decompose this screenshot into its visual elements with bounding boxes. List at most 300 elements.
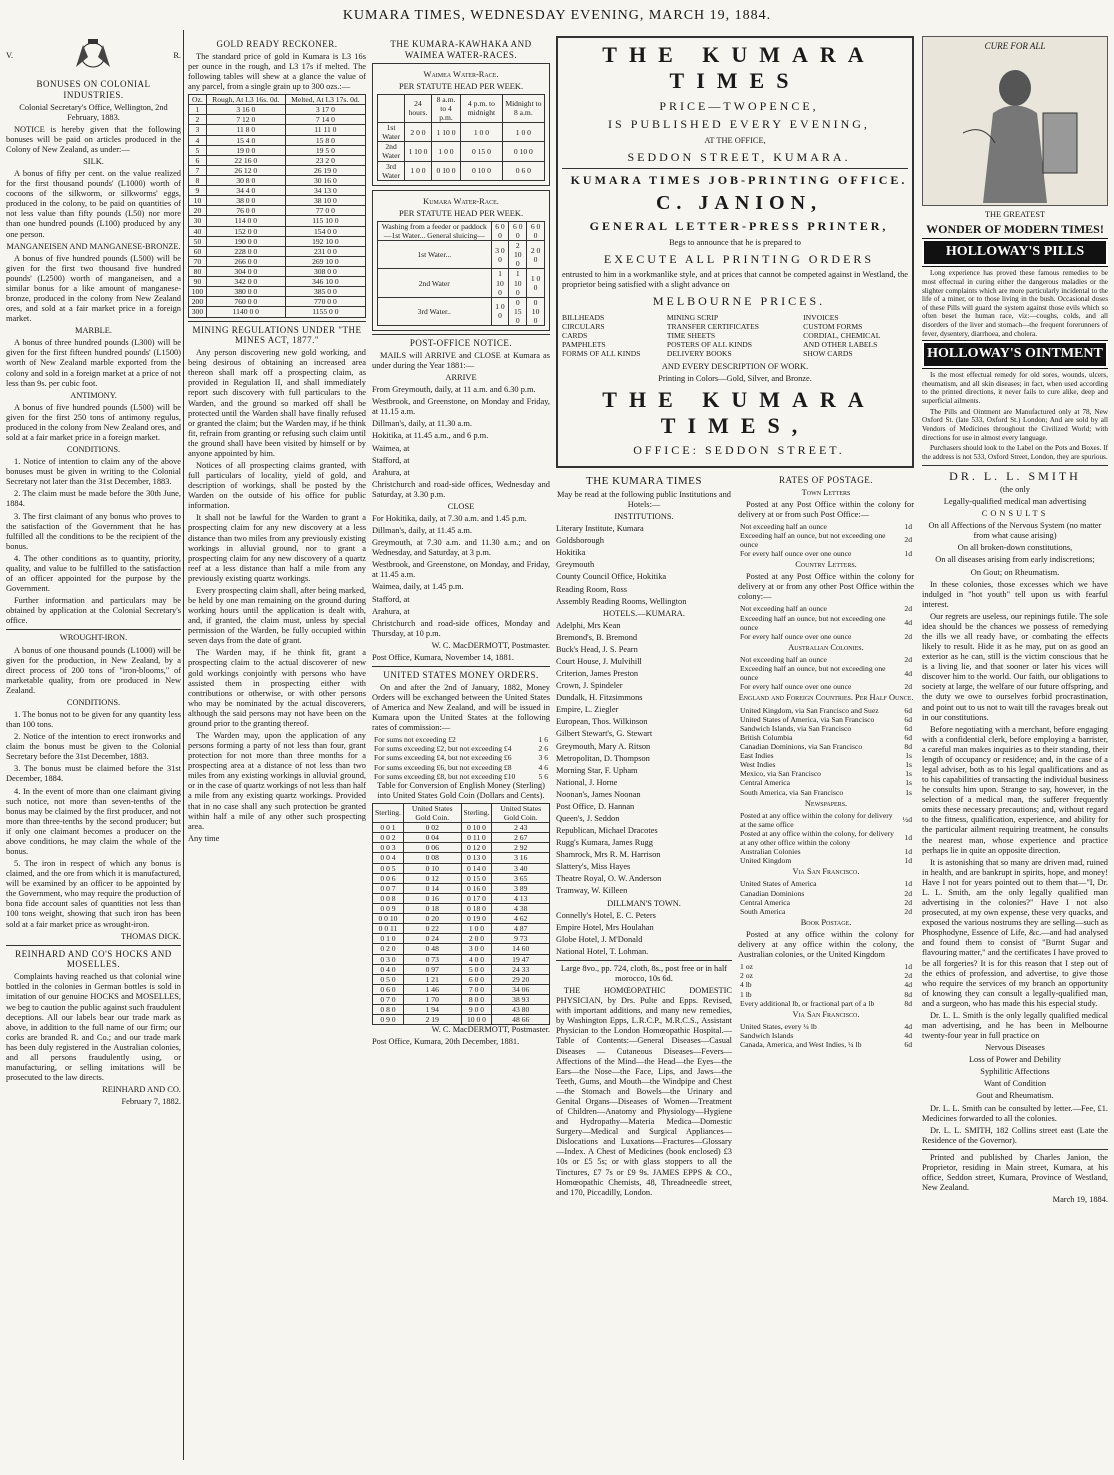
us-rate-row-cell: 2 6: [538, 744, 548, 754]
rate-row-cell: 2d: [904, 888, 912, 898]
conv-row: [373, 843, 550, 853]
hotel: Dundalk, H. Fitzsimmons: [556, 693, 643, 703]
hotel: Buck's Head, J. S. Pearn: [556, 644, 638, 654]
kumara-row-cell: 0 10 0: [527, 297, 545, 325]
rate-row: [738, 999, 914, 1008]
kumara-row-cell: 1 10 0: [509, 269, 527, 297]
gold-row-cell: 80: [189, 266, 207, 276]
waimea-row-cell: 0 10 0: [431, 161, 460, 180]
post-intro: MAILS will ARRIVE and CLOSE at Kumara as under during the Year 1881:—: [372, 350, 550, 370]
conv-row-cell: 9 73: [492, 934, 550, 944]
gold-row-cell: 269 10 0: [285, 256, 365, 266]
rate-row: [738, 655, 914, 664]
conv-row-cell: 0 10: [403, 863, 461, 873]
gold-row: [189, 307, 366, 317]
rate-row: [738, 742, 914, 751]
waimea-col-header: Midnight to 8 a.m.: [502, 94, 544, 122]
hotel: Queen's, J. Seddon: [556, 814, 620, 823]
close-item: Stafford, at: [372, 594, 410, 604]
gold-row-cell: 154 0 0: [285, 226, 365, 236]
consult-line: On all Affections of the Nervous System (no matter from what cause arising): [928, 521, 1102, 541]
print-item: MINING SCRIP: [666, 312, 719, 322]
rate-row: [738, 962, 914, 971]
gold-col-header: Melted, At L3 17s. 0d.: [285, 95, 365, 105]
gold-row: [189, 246, 366, 256]
waimea-row-cell: 1 10 0: [431, 123, 460, 142]
print-item: CUSTOM FORMS: [803, 321, 863, 331]
conv-row-cell: 0 12 0: [461, 843, 492, 853]
us-rates: [372, 735, 550, 781]
close-item: Waimea, daily, at 1.45 p.m.: [372, 582, 464, 592]
close-item: Westbrook, and Greenstone, on Monday, and Friday, at 11.45 a.m.: [372, 560, 550, 580]
kumara-race-sub: PER STATUTE HEAD PER WEEK.: [398, 208, 524, 218]
dr-list: Want of Condition: [983, 1079, 1047, 1089]
consult-line: On all diseases arising from early indiscretions;: [935, 555, 1095, 565]
waimea-row-cell: 1 0 0: [405, 161, 432, 180]
print-item: INVOICES: [803, 312, 839, 322]
rate-row-cell: 4 lb: [740, 980, 752, 990]
conv-row-cell: 0 24: [403, 934, 461, 944]
gold-row-cell: 7: [189, 165, 207, 175]
waimea-row-cell: 1 0 0: [502, 123, 544, 142]
kumara-row-cell: 2 10 0: [509, 241, 527, 269]
conv-row-cell: 0 0 7: [373, 883, 404, 893]
gold-row-cell: 152 0 0: [206, 226, 285, 236]
arrive-item: Westbrook, and Greenstone, on Monday and Friday, at 11.15 a.m.: [372, 397, 550, 417]
dr-legal: Legally-qualified medical man advertising: [943, 497, 1087, 507]
gold-table: [188, 94, 366, 317]
kumara-row-cell: 6 0 0: [527, 221, 545, 240]
conv-row: [373, 823, 550, 833]
conv-row-cell: 0 10 0: [461, 823, 492, 833]
conv-row-cell: 1 70: [403, 994, 461, 1004]
gold-row: [189, 165, 366, 175]
conv-row-cell: 0 16: [403, 893, 461, 903]
gold-row: [189, 196, 366, 206]
condition: 4. The other conditions as to quantity, priority, quality, and value to be fulfilled to the satisfaction of an officer appointed for the purpose by the Government.: [6, 553, 181, 594]
hotel: Slattery's, Miss Hayes: [556, 862, 631, 872]
rate-row: [738, 706, 914, 715]
hotel: Rugg's Kumara, James Rugg: [556, 838, 653, 848]
waimea-col-header: 4 p.m. to midnight: [461, 94, 503, 122]
banner: CURE FOR ALL: [984, 41, 1046, 51]
conv-row-cell: 3 0 0: [461, 944, 492, 954]
rate-row: [738, 788, 914, 797]
hotel: Theatre Royal, O. W. Anderson: [556, 874, 662, 884]
gold-row-cell: 3 17 0: [285, 105, 365, 115]
ad-every: AND EVERY DESCRIPTION OF WORK.: [661, 362, 809, 372]
rate-row-cell: 8d: [904, 989, 912, 999]
arrive-item: Dillman's, daily, at 11.30 a.m.: [372, 419, 472, 429]
conv-row-cell: 0 08: [403, 853, 461, 863]
conv-row-cell: 29 20: [492, 974, 550, 984]
gold-row-cell: 15 8 0: [285, 135, 365, 145]
gold-row-cell: 26 19 0: [285, 165, 365, 175]
hotel: Morning Star, F. Upham: [556, 765, 638, 775]
hocks-sign: REINHARD AND CO.: [102, 1085, 181, 1095]
signature: THOMAS DICK.: [120, 931, 181, 941]
gold-row-cell: 7 14 0: [285, 115, 365, 125]
rate-row-cell: Exceeding half an ounce, but not exceeding one ounce: [740, 664, 886, 683]
dr-para: Dr. L. L. Smith can be consulted by letter.—Fee, £1. Medicines forwarded to all the colonies.: [922, 1103, 1108, 1123]
conv-row-cell: 9 0 0: [461, 1005, 492, 1015]
rate-row-cell: Central America: [740, 778, 790, 788]
rate-row-cell: 2d: [904, 655, 912, 664]
rate-row: [738, 990, 914, 999]
kumara-row: [378, 297, 545, 325]
rate-row: [738, 769, 914, 778]
conv-row-cell: 43 80: [492, 1005, 550, 1015]
dillman-hotel: Connelly's Hotel, E. C. Peters: [556, 910, 656, 920]
dillman-hotel: National Hotel, T. Lohman.: [556, 946, 649, 956]
gold-intro: The standard price of gold in Kumara is L3 16s per ounce in the rough, and L3 17s if melted. The following tables will shew at a glance the value of any parcel, from a single grain up to 300 ozs.:—: [188, 51, 366, 92]
rate-row-cell: Canada, America, and West Indies, ¼ lb: [740, 1040, 862, 1050]
us-intro: On and after the 2nd of January, 1882, Money Orders will be exchanged between the United States of America and New Zealand, and will be issued in Kumara upon the United States at the following rates of commission:—: [372, 682, 550, 733]
arrive-item: Waimea, at: [372, 443, 410, 453]
hocks-date: February 7, 1882.: [121, 1097, 181, 1107]
conv-col-header: Sterling.: [373, 803, 404, 822]
conv-row-cell: 14 60: [492, 944, 550, 954]
rate-row-cell: 1d: [904, 549, 912, 559]
hocks-heading: REINHARD AND CO'S HOCKS AND MOSELLES.: [15, 948, 172, 970]
gold-row-cell: 23 2 0: [285, 155, 365, 165]
bookpost-heading: Book Postage.: [800, 917, 852, 927]
hotel: Post Office, D. Hannan: [556, 801, 635, 811]
print-item: DELIVERY BOOKS: [666, 349, 732, 359]
hotel: Greymouth, Mary A. Ritson: [556, 741, 651, 751]
gold-row-cell: 1: [189, 105, 207, 115]
mining-text: Any time: [188, 833, 220, 843]
ad-printer: GENERAL LETTER-PRESS PRINTER,: [589, 219, 889, 234]
conv-row-cell: 0 0 2: [373, 833, 404, 843]
rate-row-cell: Sandwich Islands, via San Francisco: [740, 723, 852, 733]
gold-row-cell: 9: [189, 186, 207, 196]
conv-row-cell: 0 48: [403, 944, 461, 954]
hotel: Gilbert Stewart's, G. Stewart: [556, 729, 653, 739]
gold-row-cell: 60: [189, 246, 207, 256]
kumara-row-cell: 6 0 0: [491, 221, 509, 240]
gold-row-cell: 70: [189, 256, 207, 266]
rate-row-cell: 8d: [904, 998, 912, 1008]
conv-row-cell: 4 87: [492, 924, 550, 934]
conv-row-cell: 2 92: [492, 843, 550, 853]
waimea-row-cell: 2 0 0: [405, 123, 432, 142]
hotel: Adelphi, Mrs Kean: [556, 620, 621, 630]
gold-row: [189, 135, 366, 145]
ad-entrusted: entrusted to him in a workmanlike style, and at prices that cannot be competed against in Westland, the proprietor being satisfied with a slight advance on: [562, 270, 908, 290]
conv-row-cell: 2 67: [492, 833, 550, 843]
conv-row: [373, 974, 550, 984]
mang-text: A bonus of five hundred pounds (L500) will be given for the first two thousand five hundred pounds' (L2500) worth of manganeisen, and a similar bonus for a like amount of manganese-bronze, produced in the colony from New Zealand ores, and sold at a fair market price in a foreign market.: [6, 253, 181, 324]
close-item: Arahura, at: [372, 606, 410, 616]
kumara-row-cell: 3rd Water..: [378, 297, 492, 325]
dr-para: Dr. L. L. Smith is the only legally qualified medical man advertising, and he has been in Melbourne twenty-four year in full practice on: [922, 1010, 1108, 1041]
rate-row-cell: 4d: [904, 1021, 912, 1031]
rate-row: [738, 682, 914, 691]
conv-row: [373, 984, 550, 994]
rate-row-cell: Australian Colonies: [740, 847, 801, 857]
gold-row-cell: 50: [189, 236, 207, 246]
imprint-date: March 19, 1884.: [1052, 1195, 1108, 1205]
town-text: Posted at any Post Office within the colony for delivery at or from such Post Office:—: [738, 499, 914, 519]
gold-row-cell: 192 10 0: [285, 236, 365, 246]
rate-row: [738, 898, 914, 907]
conv-row-cell: 5 0 0: [461, 964, 492, 974]
consults: CONSULTS: [981, 509, 1049, 519]
kumara-row-cell: 2 0 0: [527, 241, 545, 269]
rate-row-cell: For every half ounce over one ounce: [740, 682, 852, 692]
waimea-sub: PER STATUTE HEAD PER WEEK.: [398, 81, 524, 91]
condition: 3. The first claimant of any bonus who proves to the satisfaction of the Government that he has fulfilled all the conditions to be the recipient of the bonus.: [6, 511, 181, 551]
hotel: Criterion, James Preston: [556, 669, 639, 679]
conv-row-cell: 0 14 0: [461, 863, 492, 873]
rate-row: [738, 632, 914, 641]
town-heading: Town Letters: [801, 487, 851, 497]
hotel: Metropolitan, D. Thompson: [556, 753, 650, 763]
conv-row-cell: 48 66: [492, 1015, 550, 1025]
conv-row-cell: 0 0 10: [373, 914, 404, 924]
waimea-row-cell: 1 10 0: [405, 142, 432, 161]
gold-row-cell: 76 0 0: [206, 206, 285, 216]
rate-row-cell: 1s: [905, 769, 912, 779]
gold-row: [189, 155, 366, 165]
rate-row-cell: 2d: [904, 682, 912, 692]
gold-row: [189, 175, 366, 185]
print-item: FORMS OF ALL KINDS: [562, 349, 641, 359]
conv-row-cell: 0 06: [403, 843, 461, 853]
waimea-row-cell: 3rd Water: [378, 161, 405, 180]
gold-col-header: Rough, At L3 16s. 0d.: [206, 95, 285, 105]
us-rate-row-cell: For sums exceeding £2, but not exceeding £4: [374, 744, 512, 754]
rate-row-cell: Exceeding half an ounce, but not exceeding one ounce: [740, 613, 886, 632]
rate-row-cell: Not exceeding half an ounce: [740, 521, 827, 531]
read-intro: May be read at the following public Institutions and Hotels:—: [557, 489, 731, 509]
us-rate-row-cell: 3 6: [538, 753, 548, 763]
column-bonuses: [6, 36, 181, 1109]
conv-row-cell: 0 3 0: [373, 954, 404, 964]
rate-row: [738, 907, 914, 916]
rate-row-cell: 1s: [905, 760, 912, 770]
ad-street: SEDDON STREET, KUMARA.: [627, 149, 851, 164]
rate-row-cell: Not exceeding half an ounce: [740, 604, 827, 614]
antimony-text: A bonus of five hundred pounds (L500) will be given for the first 250 tons of antimony regulus, produced in the colony from New Zealand ores, and sold at a fair market price in a foreign market.: [6, 402, 181, 443]
gold-row-cell: 19 0 0: [206, 145, 285, 155]
rate-row-cell: 4d: [904, 980, 912, 990]
mining-text: It shall not be lawful for the Warden to grant a prospecting claim for any new discovery at a less distance than two miles from any previously existing workings in alluvial ground, nor to grant a prospecting claim for any new discovery of a quartz reef at a less distance than half a mile from any previously existing quartz workings.: [188, 513, 366, 583]
conv-row-cell: 38 93: [492, 994, 550, 1004]
conv-row-cell: 0 20: [403, 914, 461, 924]
close-item: Dillman's, daily, at 11.45 a.m.: [372, 526, 472, 536]
column-gold: [188, 36, 366, 846]
via2-heading: Via San Francisco.: [792, 1009, 860, 1019]
us-rate-row-cell: For sums exceeding £4, but not exceeding £6: [374, 753, 512, 763]
ad-pub: IS PUBLISHED EVERY EVENING,: [608, 117, 870, 132]
waimea-col-header: 8 a.m. to 4 p.m.: [431, 94, 460, 122]
kumara-table: [377, 221, 545, 326]
gold-row-cell: 15 4 0: [206, 135, 285, 145]
hotel: Bremond's, B. Bremond: [556, 632, 638, 642]
rate-row-cell: 2d: [904, 897, 912, 907]
us-rate-row-cell: For sums not exceeding £2: [374, 735, 456, 745]
us-rate-row-cell: For sums exceeding £6, but not exceeding £8: [374, 762, 512, 772]
conv-row-cell: 0 18: [403, 903, 461, 913]
ad-title: THE KUMARA TIMES: [602, 42, 876, 94]
arrive-item: From Greymouth, daily, at 11 a.m. and 6.30 p.m.: [372, 385, 536, 395]
gold-row-cell: 30 8 0: [206, 175, 285, 185]
kumara-row: [378, 241, 545, 269]
bonus-intro: NOTICE is hereby given that the following bonuses will be paid on articles produced in the Colony of New Zealand, as under:—: [6, 124, 181, 154]
gold-row-cell: 114 0 0: [206, 216, 285, 226]
hotel: Tramway, W. Killeen: [556, 886, 628, 896]
iron-condition: 2. Notice of the intention to erect ironworks and claim the bonus must be given to the Colonial Secretary before the 31st December, 1883.: [6, 732, 181, 762]
conv-row-cell: 0 5 0: [373, 974, 404, 984]
gold-row-cell: 342 0 0: [206, 277, 285, 287]
gold-row-cell: 3: [189, 125, 207, 135]
rate-row: [738, 715, 914, 724]
conv-row-cell: 0 0 8: [373, 893, 404, 903]
gold-row-cell: 38 0 0: [206, 196, 285, 206]
silk-heading: SILK.: [83, 156, 104, 166]
rate-row: [738, 614, 914, 632]
gold-row: [189, 206, 366, 216]
rate-row: [738, 1031, 914, 1040]
column-water: [372, 36, 550, 1049]
gold-row-cell: 300: [189, 307, 207, 317]
rate-row-cell: 2d: [904, 631, 912, 641]
rate-row-cell: 1 lb: [740, 989, 752, 999]
conv-row-cell: 0 1 0: [373, 934, 404, 944]
waimea-row-cell: 1 0 0: [431, 142, 460, 161]
consult-line: On Gout; on Rheumatism.: [970, 567, 1060, 577]
dr-para: It is astonishing that so many are driven mad, ruined in health, and are bankrupt in spirits, hope, and money! Have I not for years pointed out to them that—"I, Dr. L. L. Smith, am the only legally qualified man advertising in the colonies?" Have I not also prosecuted, at my own expense, these very quacks, and exposed the various nostrums they are selling—such as Phosphodyne, Essence of Life, &c.—and had analysed and found them to consist of "Burnt Sugar and flavouring matter," and the certificates I have proved to be all forgeries? It is for this reason that I step out of the ethics of profession, and advertise, to give those who require the services of my branch an opportunity of knowing they can consult a legally-qualified man, and a surgeon, who has made this his especial study.: [922, 857, 1108, 1008]
hotel: Court House, J. Mulvihill: [556, 656, 642, 666]
print-item: CIRCULARS: [562, 321, 605, 331]
rate-row-cell: 2d: [904, 906, 912, 916]
rate-row-cell: Mexico, via San Francisco: [740, 769, 821, 779]
mining-text: Notices of all prospecting claims granted, with full particulars of locality, yield of gold, and description of workings, shall be posted by the Warden on the outside of his office for public information.: [188, 460, 366, 511]
kumara-row-cell: 1st Water...: [378, 241, 492, 269]
print-item: PAMPHLETS: [562, 340, 606, 350]
hocks-text: Complaints having reached us that colonial wine bottled in the colonies in German bottles is sold in imitation of our genuine HOCKS and MOSELLES, we beg to caution the public against such fraudulent deceptions. All our labels bear our trade mark as above, in addition to the full name of our firm; our corks are branded R. and Co.; and our trade mark has been duly registered in the Australian colonies, and all persons fraudulently using, or manufacturing, or selling imitations will be prosecuted to the law directs.: [6, 972, 181, 1083]
hotel: National, J. Horne: [556, 777, 618, 787]
kumara-row-cell: 3 0 0: [491, 241, 509, 269]
rate-row-cell: Canadian Dominions: [740, 888, 805, 898]
conv-row-cell: 0 8 0: [373, 1005, 404, 1015]
gold-row-cell: 30 16 0: [285, 175, 365, 185]
column-times-ad: [556, 36, 914, 1200]
ad-colors: Printing in Colors—Gold, Silver, and Bronze.: [658, 374, 812, 384]
rate-row-cell: United Kingdom: [740, 856, 792, 866]
conv-row-cell: 0 0 6: [373, 873, 404, 883]
print-item: TIME SHEETS: [666, 331, 716, 341]
greatest: THE GREATEST: [984, 210, 1046, 219]
hotel: Empire, L. Ziegler: [556, 705, 619, 715]
hotel: Shamrock, Mrs R. M. Harrison: [556, 850, 661, 860]
kumara-row-cell: Washing from a feeder or paddock—1st Water... General sluicing—: [378, 221, 492, 240]
iron-heading: WROUGHT-IRON.: [59, 633, 128, 643]
gold-row-cell: 34 13 0: [285, 186, 365, 196]
conv-row-cell: 0 2 0: [373, 944, 404, 954]
gold-row: [189, 216, 366, 226]
conv-row-cell: 10 0 0: [461, 1015, 492, 1025]
close-item: Greymouth, at 7.30 a.m. and 11.30 a.m.; and on Wednesday, and Saturday, at 3 p.m.: [372, 538, 550, 558]
us-rate-row: [372, 753, 550, 762]
ad-title2: THE KUMARA TIMES,: [602, 386, 876, 438]
iron-condition: 3. The bonus must be claimed before the 31st December, 1884.: [6, 764, 181, 784]
gold-row-cell: 8: [189, 175, 207, 185]
arrive-item: Stafford, at: [372, 455, 410, 465]
rate-row: [738, 829, 914, 847]
ad-execute: EXECUTE ALL PRINTING ORDERS: [603, 251, 875, 266]
dr-only: (the only: [999, 484, 1030, 494]
holloway-illustration: [922, 36, 1108, 206]
conv-row: [373, 964, 550, 974]
gold-heading: GOLD READY RECKONER.: [216, 39, 338, 49]
water-heading: THE KUMARA-KAWHAKA AND WAIMEA WATER-RACES.: [390, 39, 532, 60]
conv-row-cell: 4 0 0: [461, 954, 492, 964]
waimea-row-cell: 2nd Water: [378, 142, 405, 161]
kumara-row-cell: 1 10 0: [491, 269, 509, 297]
arrive-item: Arahura, at: [372, 467, 410, 477]
gold-row-cell: 190 0 0: [206, 236, 285, 246]
conv-row-cell: 24 33: [492, 964, 550, 974]
rate-row-cell: 1s: [905, 787, 912, 797]
rate-row: [738, 549, 914, 558]
kumara-row-cell: 0 15 0: [509, 297, 527, 325]
gold-row-cell: 1140 0 0: [206, 307, 285, 317]
mining-text: Every prospecting claim shall, after being marked, be held by one man remaining on the ground during working hours until the application is dealt with, and, if granted, the claim must, unless by special permission of the Warden, be fully occupied within seven days from the date of grant.: [188, 585, 366, 646]
waimea-row-cell: 0 10 0: [461, 161, 503, 180]
rate-row-cell: Central America: [740, 897, 790, 907]
conv-row-cell: 1 94: [403, 1005, 461, 1015]
gold-row: [189, 125, 366, 135]
institution: Hokitika: [556, 548, 586, 558]
office-line: Colonial Secretary's Office, Wellington, 2nd February, 1883.: [19, 102, 168, 122]
conv-row-cell: 0 02: [403, 823, 461, 833]
gold-row-cell: 11 11 0: [285, 125, 365, 135]
waimea-row: [378, 142, 545, 161]
conv-row-cell: 0 73: [403, 954, 461, 964]
print-item: CARDS: [562, 331, 588, 341]
rate-row-cell: 2d: [904, 535, 912, 545]
column-rule: [183, 30, 184, 1460]
dr-para: Dr. L. L. SMITH, 182 Collins street east (Late the Residence of the Governor).: [922, 1125, 1108, 1145]
us-rate-row-cell: 4 6: [538, 762, 548, 772]
gold-row-cell: 4: [189, 135, 207, 145]
dr-list: Nervous Diseases: [985, 1043, 1045, 1053]
gold-row-cell: 231 0 0: [285, 246, 365, 256]
column-postage: [738, 472, 914, 1200]
us-rate-row: [372, 763, 550, 772]
ad-at: AT THE OFFICE,: [704, 135, 766, 145]
conv-row-cell: 0 0 11: [373, 924, 404, 934]
wonder: WONDER OF MODERN TIMES!: [926, 222, 1104, 237]
gold-row: [189, 266, 366, 276]
rate-row: [738, 531, 914, 549]
rate-row-cell: British Columbia: [740, 732, 793, 742]
conv-row-cell: 1 21: [403, 974, 461, 984]
waimea-row-cell: 0 10 0: [502, 142, 544, 161]
us-rate-row: [372, 735, 550, 744]
conv-row-cell: 34 06: [492, 984, 550, 994]
kumara-row-cell: 2nd Water: [378, 269, 492, 297]
dr-para: Our regrets are useless, our repinings futile. The sole idea should be the chances we possess of remedying the ills we all ready have, or combating the effects likely to result. Hide it as he may, put on as good an exterior as he can, still is the victim conscious that he is a living lie, and that sooner or later his vices will discover him to the world. Our faith, our obligations to society at large, the welfare of our future offspring, and the duty we owe to ourselves forbid procrastination, and point out to us not to wait till the ravages break out in our constitutions.: [922, 611, 1108, 722]
conv-row: [373, 863, 550, 873]
rate-row-cell: 2 oz: [740, 971, 753, 981]
conv-row-cell: 0 7 0: [373, 994, 404, 1004]
conv-row-cell: 1 46: [403, 984, 461, 994]
conv-row-cell: 4 62: [492, 914, 550, 924]
